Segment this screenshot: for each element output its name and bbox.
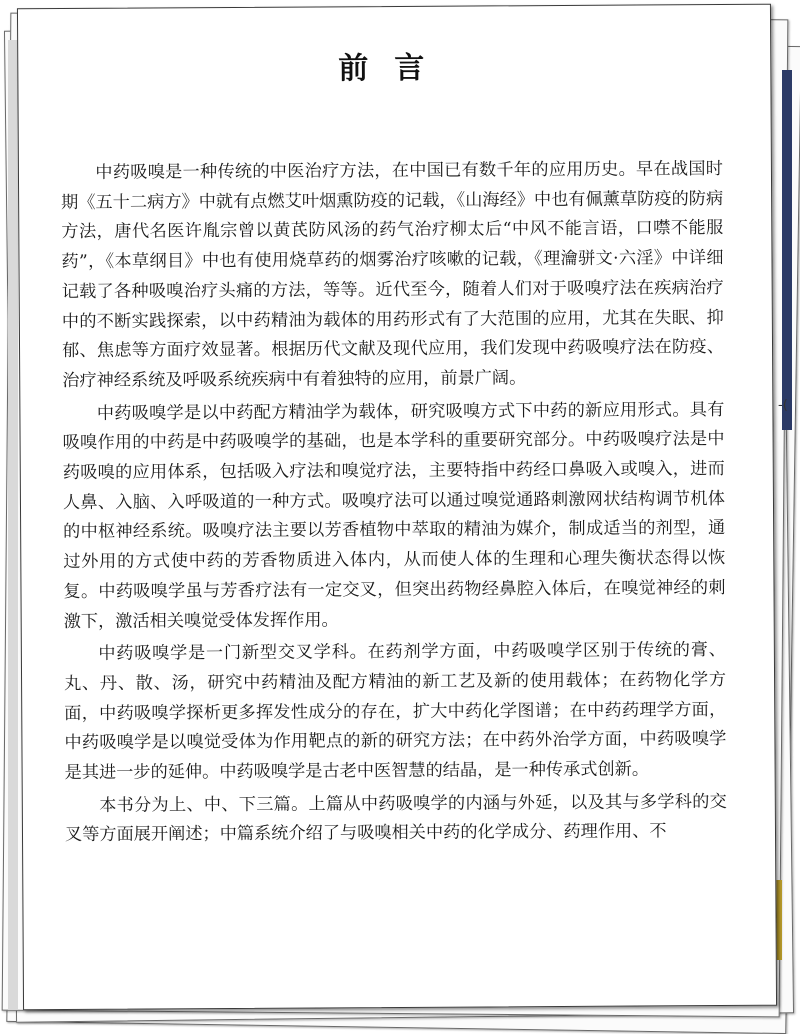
paragraph-2: 中药吸嗅学是以中药配方精油学为载体，研究吸嗅方式下中药的新应用形式。具有吸嗅作用的中药是中药吸嗅学的基础，也是本学科的重要研究部分。中药吸嗅疗法是中药吸嗅的应用体系，包括吸入疗法和嗅觉疗法，主要特指中药经口鼻吸入或嗅入，进而人鼻、入脑、入呼吸道的一种方式。吸嗅疗法可以通过嗅觉通路刺激网状结构调节机体的中枢神经系统。吸嗅疗法主要以芳香植物中萃取的精油为媒介，制成适当的剂型，通过外用的方式使中药的芳香物质进入体内，从而使人体的生理和心理失衡状态得以恢复。中药吸嗅学虽与芳香疗法有一定交叉，但突出药物经鼻腔入体后，在嗅觉神经的刺激下，激活相关嗅觉受体发挥作用。 xyxy=(62,399,726,632)
body-text xyxy=(61,155,727,851)
page-title: 前言 xyxy=(338,50,451,87)
page-edge-band xyxy=(8,40,18,1010)
document-page xyxy=(17,4,777,1011)
paragraph-1: 中药吸嗅是一种传统的中医治疗方法，在中国已有数千年的应用历史。早在战国时期《五十二病方》中就有点燃艾叶烟熏防疫的记载，《山海经》中也有佩薰草防疫的防病方法，唐代名医许胤宗曾以黄芪防风汤的药气治疗柳太后“中风不能言语，口噤不能服药”，《本草纲目》中也有使用烧草药的烟雾治疗咳嗽的记载，《理瀹骈文·六淫》中详细记载了各种吸嗅治疗头痛的方法，等等。近代至今，随着人们对于吸嗅疗法在疾病治疗中的不断实践探索，以中药精油为载体的用药形式有了大范围的应用，尤其在失眠、抑郁、焦虑等方面疗效显著。根据历代文献及现代应用，我们发现中药吸嗅疗法在防疫、治疗神经系统及呼吸系统疾病中有着独特的应用，前景广阔。 xyxy=(61,159,725,391)
cover-edge-blue xyxy=(782,70,792,430)
margin-mark: -( xyxy=(778,398,788,413)
paragraph-4: 本书分为上、中、下三篇。上篇从中药吸嗅学的内涵与外延，以及其与多学科的交叉等方面展开阐述；中篇系统介绍了与吸嗅相关中药的化学成分、药理作用、不 xyxy=(64,791,727,846)
paragraph-3: 中药吸嗅学是一门新型交叉学科。在药剂学方面，中药吸嗅学区别于传统的膏、丸、丹、散、汤，研究中药精油及配方精油的新工艺及新的使用载体；在药物化学方面，中药吸嗅学探析更多挥发性成分的存在，扩大中药化学图谱；在中药药理学方面，中药吸嗅学是以嗅觉受体为作用靶点的新的研究方法；在中药外治学方面，中药吸嗅学是其进一步的延伸。中药吸嗅学是古老中医智慧的结晶，是一种传承式创新。 xyxy=(64,640,727,784)
